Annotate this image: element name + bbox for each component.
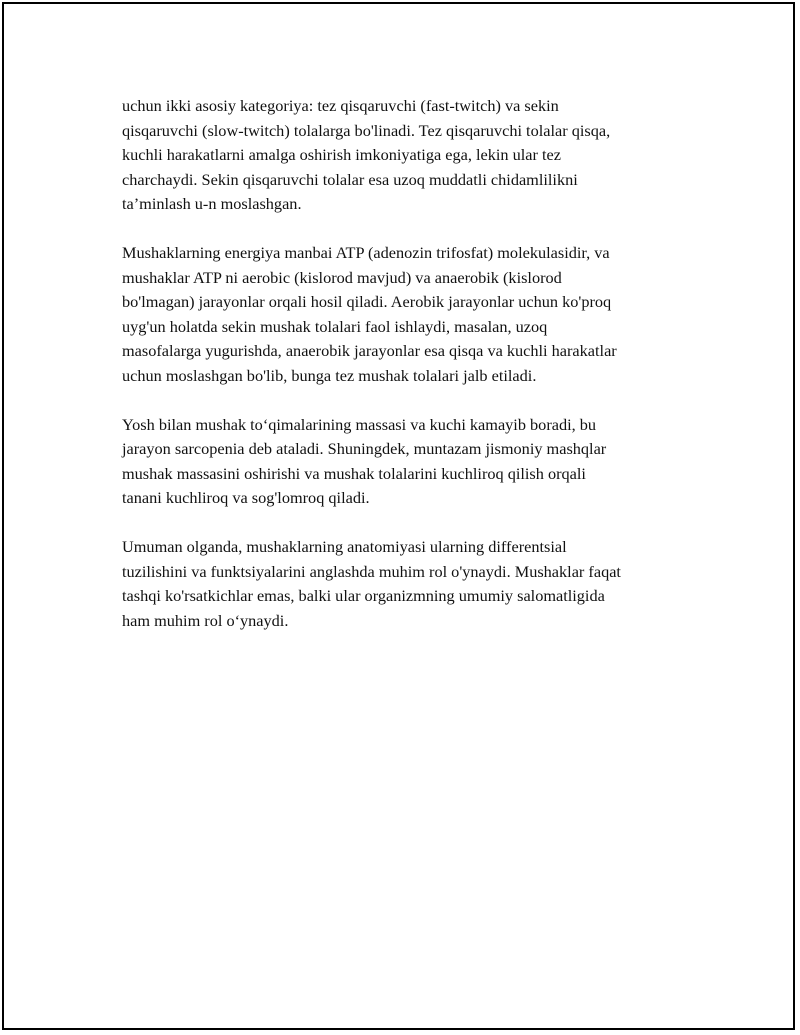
paragraph-muscle-fiber-types: uchun ikki asosiy kategoriya: tez qisqaruvchi (fast-twitch) va sekin qisqaruvchi (slow-twitch) tolalarga bo'linadi. Tez qisqaruvchi tolalar qisqa, kuchli harakatlarni amalga oshirish imkoniyatiga ega, lekin ular tez charchaydi. Sekin qisqaruvchi tolalar esa uzoq muddatli chidamlilikni ta’minlash u-n moslashgan.: [122, 96, 611, 213]
document-body: [122, 94, 697, 658]
paragraph-aging-and-exercise: Yosh bilan mushak to‘qimalarining massasi va kuchi kamayib boradi, bu jarayon sarcopenia deb ataladi. Shuningdek, muntazam jismoniy mashqlar mushak massasini oshirishi va mushak tolalarini kuchliroq qilish orqali tanani kuchliroq va sog'lomroq qiladi.: [122, 414, 607, 507]
paragraph-energy-source: Mushaklarning energiya manbai ATP (adenozin trifosfat) molekulasidir, va mushaklar ATP ni aerobic (kislorod mavjud) va anaerobik (kislorod bo'lmagan) jarayonlar orqali hosil qiladi. Aerobik jarayonlar uchun ko'proq uyg'un holatda sekin mushak tolalari faol ishlaydi, masalan, uzoq masofalarga yugurishda, anaerobik jarayonlar esa qisqa va kuchli harakatlar uchun moslashgan bo'lib, bunga tez mushak tolalari jalb etiladi.: [122, 243, 617, 385]
page-frame: [2, 2, 795, 1030]
paragraph-conclusion: Umuman olganda, mushaklarning anatomiyasi ularning differentsial tuzilishini va funktsiyalarini anglashda muhim rol o'ynaydi. Mushaklar faqat tashqi ko'rsatkichlar emas, balki ular organizmning umumiy salomatligida ham muhim rol o‘ynaydi.: [122, 537, 621, 630]
